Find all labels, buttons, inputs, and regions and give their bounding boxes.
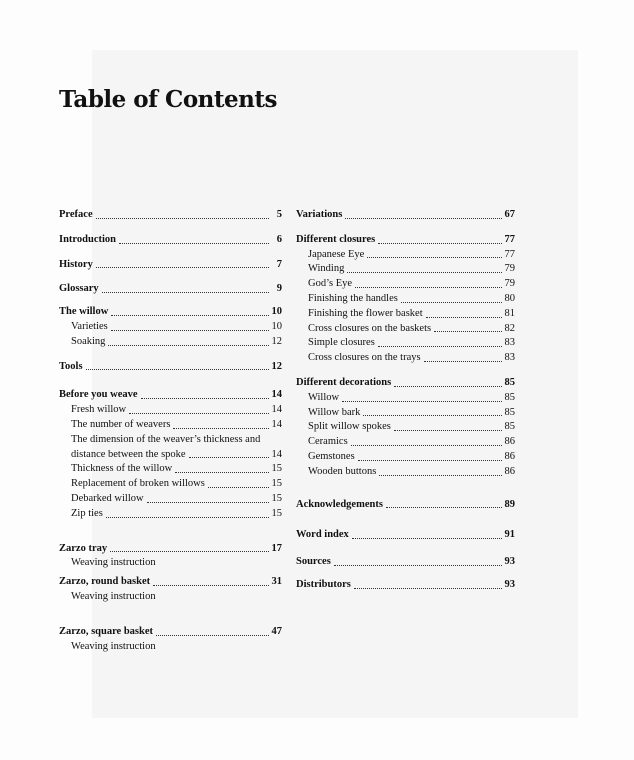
toc-entry-label: distance between the spoke bbox=[71, 448, 186, 460]
dot-leader bbox=[156, 635, 268, 636]
dot-leader bbox=[351, 445, 502, 446]
toc-entry-label: Willow bark bbox=[308, 406, 361, 418]
toc-page-number: 10 bbox=[271, 320, 282, 332]
toc-group bbox=[296, 376, 515, 480]
dot-leader bbox=[208, 487, 269, 488]
toc-chapter-entry[interactable] bbox=[59, 388, 282, 403]
toc-subentry[interactable] bbox=[296, 420, 515, 435]
toc-page-number: 82 bbox=[504, 322, 515, 334]
toc-group bbox=[296, 498, 515, 513]
toc-subentry[interactable] bbox=[296, 450, 515, 465]
toc-group bbox=[59, 208, 282, 223]
toc-chapter-entry[interactable] bbox=[59, 625, 282, 640]
toc-subentry[interactable] bbox=[296, 248, 515, 263]
toc-page-number: 67 bbox=[504, 209, 515, 220]
toc-group bbox=[296, 208, 515, 223]
toc-page-number: 6 bbox=[276, 233, 282, 245]
toc-page-number: 7 bbox=[276, 258, 282, 270]
dot-leader bbox=[354, 588, 502, 589]
toc-entry-label: Weaving instruction bbox=[71, 640, 156, 652]
toc-entry-label: Different decorations bbox=[296, 376, 392, 388]
toc-page-number: 10 bbox=[271, 306, 282, 318]
toc-subentry[interactable] bbox=[59, 403, 282, 418]
toc-subentry[interactable] bbox=[296, 435, 515, 450]
toc-page-number: 83 bbox=[504, 352, 515, 364]
dot-leader bbox=[363, 415, 501, 416]
dot-leader bbox=[102, 292, 269, 293]
toc-chapter-entry[interactable] bbox=[59, 282, 282, 297]
toc-entry-label: Replacement of broken willows bbox=[71, 478, 205, 490]
toc-page-number: 85 bbox=[504, 421, 515, 433]
toc-chapter-entry[interactable] bbox=[296, 498, 515, 513]
dot-leader bbox=[141, 398, 269, 399]
toc-group bbox=[59, 360, 282, 375]
toc-page-number: 12 bbox=[271, 360, 282, 372]
toc-subentry[interactable] bbox=[59, 335, 282, 350]
toc-entry-label: Ceramics bbox=[308, 436, 348, 448]
dot-leader bbox=[129, 413, 268, 414]
toc-page-number: 93 bbox=[504, 556, 515, 568]
dot-leader bbox=[355, 287, 501, 288]
toc-entry-label: The number of weavers bbox=[71, 418, 171, 430]
toc-group bbox=[296, 578, 515, 593]
toc-page-number: 86 bbox=[504, 465, 515, 477]
toc-group bbox=[59, 625, 282, 655]
toc-page-number: 77 bbox=[504, 233, 515, 245]
dot-leader bbox=[119, 243, 269, 244]
toc-entry-label: Finishing the handles bbox=[308, 292, 398, 304]
toc-page-number: 93 bbox=[504, 578, 515, 590]
toc-subentry[interactable] bbox=[59, 477, 282, 492]
toc-subentry[interactable] bbox=[59, 418, 282, 433]
toc-entry-label: Word index bbox=[296, 529, 349, 541]
toc-entry-label: Thickness of the willow bbox=[71, 463, 173, 475]
toc-page-number: 14 bbox=[271, 404, 282, 416]
dot-leader bbox=[86, 369, 269, 370]
toc-group bbox=[59, 258, 282, 273]
toc-subentry[interactable] bbox=[296, 262, 515, 277]
toc-entry-label: Sources bbox=[296, 556, 331, 568]
toc-subentry[interactable] bbox=[296, 391, 515, 406]
toc-entry-label: Cross closures on the trays bbox=[308, 352, 421, 364]
dot-leader bbox=[386, 507, 502, 508]
toc-chapter-entry[interactable] bbox=[296, 376, 515, 391]
toc-column-right bbox=[296, 208, 515, 593]
toc-entry-label: Preface bbox=[59, 209, 93, 220]
toc-page-number: 91 bbox=[504, 529, 515, 541]
dot-leader bbox=[96, 267, 269, 268]
toc-entry-label: Acknowledgements bbox=[296, 498, 383, 510]
toc-entry-label: Weaving instruction bbox=[71, 590, 156, 602]
toc-page-number: 12 bbox=[271, 335, 282, 347]
toc-entry-label: Distributors bbox=[296, 578, 351, 590]
toc-group bbox=[59, 233, 282, 248]
toc-page-number: 79 bbox=[504, 278, 515, 290]
dot-leader bbox=[394, 430, 502, 431]
dot-leader bbox=[434, 331, 501, 332]
toc-page-number: 89 bbox=[504, 498, 515, 510]
toc-group bbox=[296, 555, 515, 570]
toc-chapter-entry[interactable] bbox=[59, 542, 282, 557]
toc-column-left bbox=[59, 208, 282, 654]
toc-entry-label: Fresh willow bbox=[71, 404, 127, 416]
dot-leader bbox=[189, 457, 269, 458]
toc-page-number: 81 bbox=[504, 307, 515, 319]
toc-group bbox=[59, 542, 282, 572]
dot-leader bbox=[367, 257, 501, 258]
toc-chapter-entry[interactable] bbox=[296, 208, 515, 223]
toc-subentry[interactable] bbox=[296, 277, 515, 292]
toc-chapter-entry[interactable] bbox=[59, 233, 282, 248]
toc-subentry[interactable] bbox=[59, 556, 282, 571]
toc-page-number: 79 bbox=[504, 263, 515, 275]
toc-entry-label: Tools bbox=[59, 360, 83, 372]
toc-group bbox=[296, 528, 515, 543]
dot-leader bbox=[342, 401, 501, 402]
dot-leader bbox=[334, 565, 502, 566]
toc-page-number: 47 bbox=[271, 625, 282, 637]
toc-subentry[interactable] bbox=[59, 462, 282, 477]
dot-leader bbox=[347, 272, 501, 273]
toc-chapter-entry[interactable] bbox=[59, 208, 282, 223]
toc-entry-label: Split willow spokes bbox=[308, 421, 391, 433]
toc-chapter-entry[interactable] bbox=[296, 528, 515, 543]
toc-entry-label: Gemstones bbox=[308, 450, 355, 462]
toc-subentry[interactable] bbox=[296, 322, 515, 337]
toc-entry-label: Before you weave bbox=[59, 389, 138, 401]
toc-page-number: 85 bbox=[504, 376, 515, 388]
dot-leader bbox=[110, 551, 268, 552]
toc-group bbox=[59, 388, 282, 521]
toc-page-number: 85 bbox=[504, 406, 515, 418]
toc-subentry[interactable] bbox=[59, 590, 282, 605]
toc-entry-label: Debarked willow bbox=[71, 492, 144, 504]
dot-leader bbox=[401, 302, 502, 303]
toc-page-number: 86 bbox=[504, 450, 515, 462]
dot-leader bbox=[426, 317, 502, 318]
toc-chapter-entry[interactable] bbox=[59, 575, 282, 590]
toc-page-number: 5 bbox=[276, 209, 282, 220]
dot-leader bbox=[108, 345, 268, 346]
toc-page-number: 14 bbox=[271, 448, 282, 460]
toc-page-number: 83 bbox=[504, 337, 515, 349]
dot-leader bbox=[111, 330, 269, 331]
toc-subentry[interactable] bbox=[59, 492, 282, 507]
toc-subentry[interactable] bbox=[59, 320, 282, 335]
toc-entry-label: The dimension of the weaver’s thickness and bbox=[71, 433, 261, 445]
toc-chapter-entry[interactable] bbox=[296, 555, 515, 570]
toc-subentry[interactable] bbox=[59, 448, 282, 463]
toc-subentry[interactable] bbox=[59, 507, 282, 522]
toc-entry-label: Cross closures on the baskets bbox=[308, 322, 432, 334]
toc-chapter-entry[interactable] bbox=[296, 233, 515, 248]
toc-subentry[interactable] bbox=[296, 292, 515, 307]
toc-page-number: 14 bbox=[271, 418, 282, 430]
toc-entry-label: Variations bbox=[296, 209, 343, 220]
dot-leader bbox=[106, 517, 269, 518]
toc-chapter-entry[interactable] bbox=[296, 578, 515, 593]
dot-leader bbox=[345, 218, 501, 219]
toc-entry-label: Winding bbox=[308, 263, 345, 275]
dot-leader bbox=[378, 346, 502, 347]
dot-leader bbox=[173, 428, 268, 429]
toc-page-number: 31 bbox=[271, 576, 282, 588]
toc-page-number: 15 bbox=[271, 463, 282, 475]
dot-leader bbox=[111, 315, 268, 316]
toc-page-number: 80 bbox=[504, 292, 515, 304]
toc-page-number: 15 bbox=[271, 507, 282, 519]
toc-entry-label: Finishing the flower basket bbox=[308, 307, 423, 319]
toc-page-number: 85 bbox=[504, 391, 515, 403]
toc-entry-label: Varieties bbox=[71, 320, 108, 332]
toc-entry-label: Willow bbox=[308, 391, 340, 403]
toc-entry-label: Zarzo, square basket bbox=[59, 625, 154, 637]
toc-entry-label: Simple closures bbox=[308, 337, 375, 349]
toc-entry-label: Soaking bbox=[71, 335, 106, 347]
toc-subentry[interactable] bbox=[296, 307, 515, 322]
toc-entry-label: Different closures bbox=[296, 233, 376, 245]
toc-page-number: 15 bbox=[271, 492, 282, 504]
toc-entry-label: Introduction bbox=[59, 233, 116, 245]
toc-chapter-entry[interactable] bbox=[59, 305, 282, 320]
toc-group bbox=[59, 305, 282, 349]
toc-entry-label: Zarzo tray bbox=[59, 542, 108, 554]
toc-chapter-entry[interactable] bbox=[59, 360, 282, 375]
dot-leader bbox=[96, 218, 269, 219]
dot-leader bbox=[378, 243, 501, 244]
toc-chapter-entry[interactable] bbox=[59, 258, 282, 273]
toc-subentry[interactable] bbox=[59, 640, 282, 655]
dot-leader bbox=[147, 502, 269, 503]
toc-entry-label: History bbox=[59, 258, 93, 270]
toc-page-number: 9 bbox=[276, 283, 282, 295]
toc-page-number: 77 bbox=[504, 248, 515, 260]
toc-entry-label: Zarzo, round basket bbox=[59, 576, 151, 588]
toc-page-number: 86 bbox=[504, 436, 515, 448]
toc-page-number: 14 bbox=[271, 389, 282, 401]
dot-leader bbox=[424, 361, 502, 362]
dot-leader bbox=[379, 475, 501, 476]
dot-leader bbox=[394, 386, 501, 387]
toc-entry-label: Weaving instruction bbox=[71, 557, 156, 569]
toc-group bbox=[59, 282, 282, 297]
toc-entry-label: God’s Eye bbox=[308, 278, 353, 290]
toc-subentry[interactable] bbox=[296, 336, 515, 351]
toc-subentry[interactable] bbox=[296, 351, 515, 366]
dot-leader bbox=[175, 472, 268, 473]
dot-leader bbox=[358, 460, 502, 461]
toc-entry-label: The willow bbox=[59, 306, 109, 318]
toc-entry-label: Glossary bbox=[59, 283, 99, 295]
toc-page-number: 15 bbox=[271, 478, 282, 490]
dot-leader bbox=[352, 538, 502, 539]
toc-group bbox=[296, 233, 515, 366]
toc-subentry[interactable] bbox=[296, 406, 515, 421]
toc-entry-label: Japanese Eye bbox=[308, 248, 365, 260]
toc-entry-label: Wooden buttons bbox=[308, 465, 377, 477]
toc-entry-label: Zip ties bbox=[71, 507, 103, 519]
toc-subentry[interactable] bbox=[296, 465, 515, 480]
toc-page-number: 17 bbox=[271, 542, 282, 554]
dot-leader bbox=[153, 585, 268, 586]
page-title: Table of Contents bbox=[59, 86, 277, 113]
toc-group bbox=[59, 575, 282, 605]
